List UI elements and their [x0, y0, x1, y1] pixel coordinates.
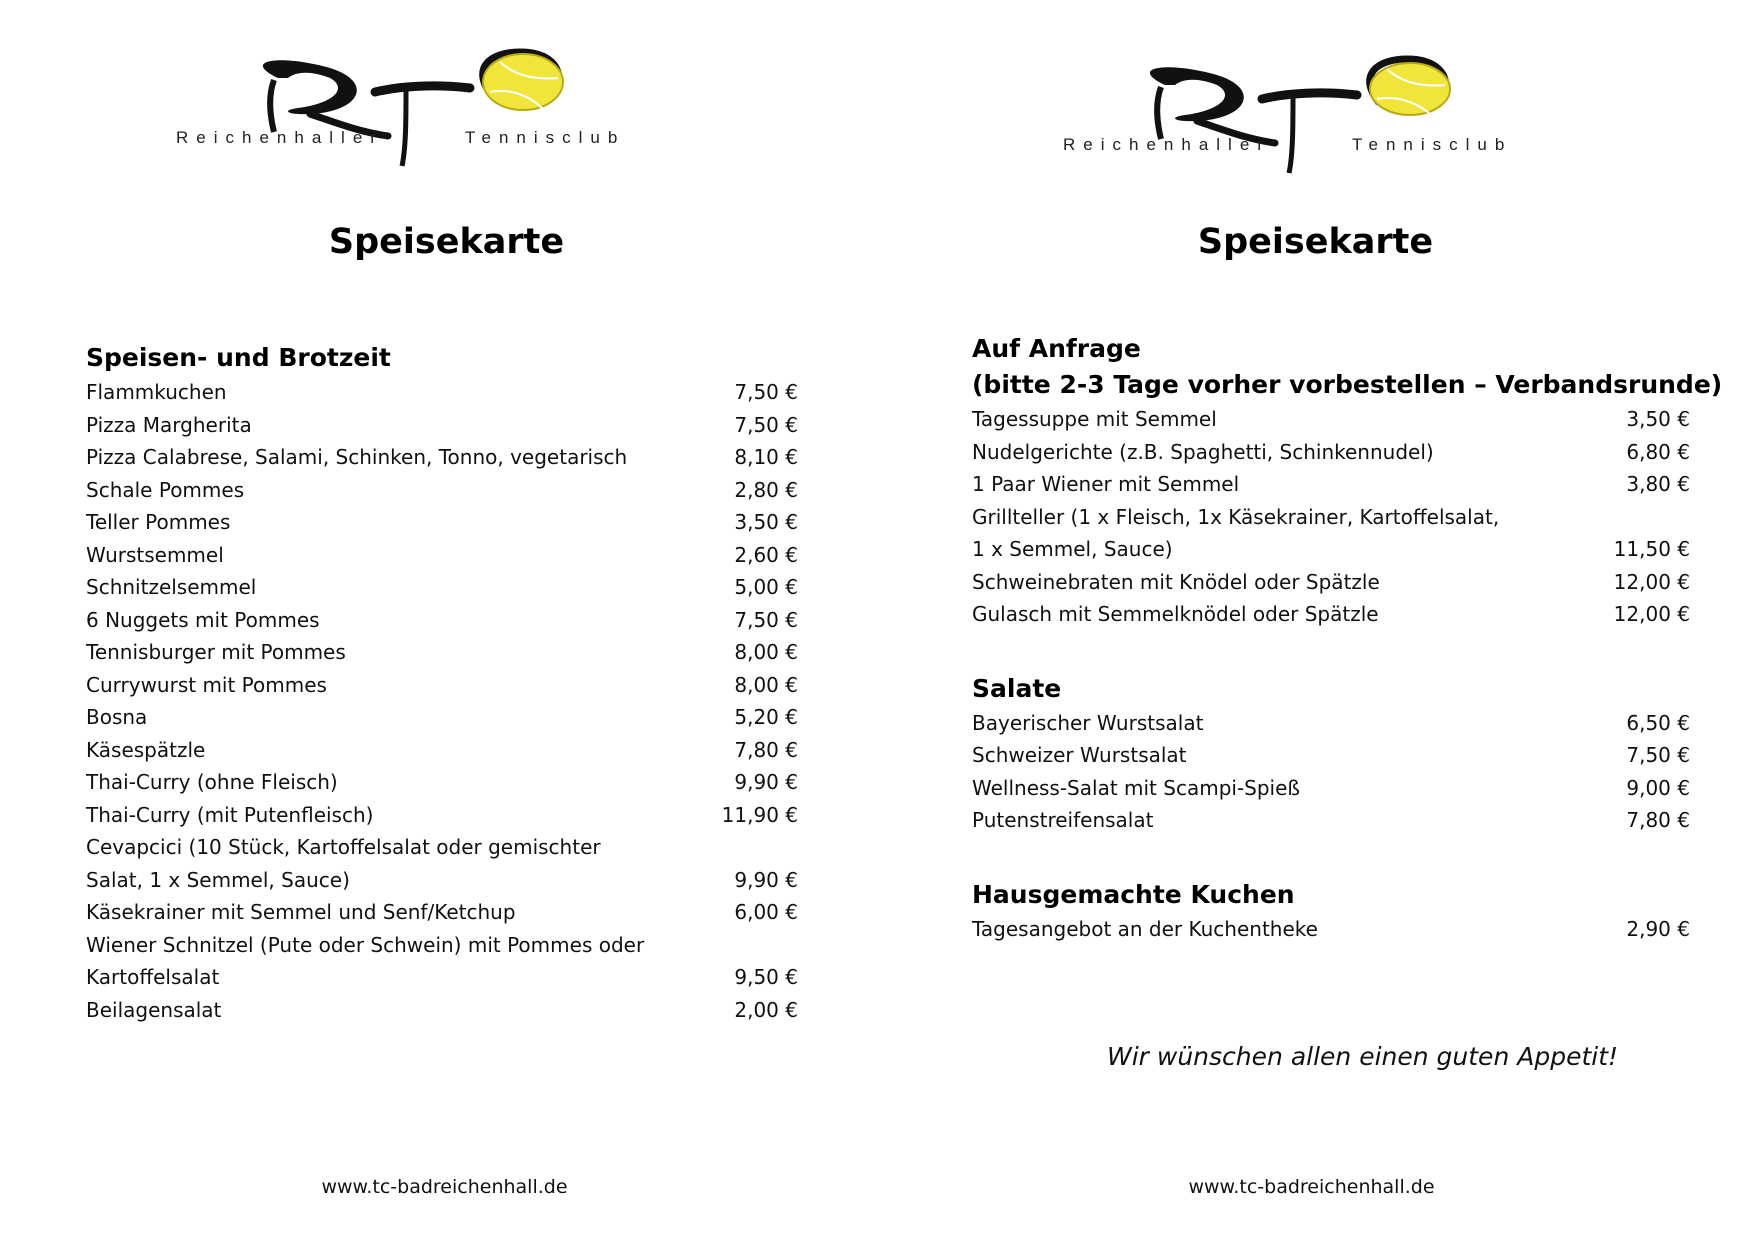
menu-item	[86, 571, 798, 604]
page-title: Speisekarte	[1197, 222, 1434, 262]
item-name: Salat, 1 x Semmel, Sauce)	[86, 867, 350, 892]
item-price: 8,00 €	[734, 672, 798, 697]
item-name: Bayerischer Wurstsalat	[972, 710, 1204, 735]
menu-item	[86, 961, 798, 994]
item-name: Tennisburger mit Pommes	[86, 640, 346, 664]
logo-word-tennisclub: Tennisclub	[465, 128, 626, 147]
item-price: 12,00 €	[1613, 602, 1690, 626]
item-price: 9,90 €	[734, 770, 798, 794]
menu-item	[972, 913, 1690, 946]
menu-item	[972, 533, 1690, 566]
menu-section-right	[972, 331, 1723, 945]
item-name: Schweinebraten mit Knödel oder Spätzle	[972, 569, 1380, 594]
menu-item	[86, 409, 798, 442]
menu-item	[972, 501, 1690, 534]
menu-item	[972, 772, 1690, 805]
item-name: Kartoffelsalat	[86, 965, 220, 989]
footer-url: www.tc-badreichenhall.de	[321, 1176, 568, 1198]
tennis-ball-icon	[483, 54, 563, 110]
item-name: Flammkuchen	[86, 380, 227, 404]
item-price: 3,80 €	[1626, 472, 1690, 496]
item-price: 6,50 €	[1626, 710, 1690, 735]
item-name: 1 x Semmel, Sauce)	[972, 537, 1173, 561]
item-name: Pizza Calabrese, Salami, Schinken, Tonno, vegetarisch	[86, 445, 628, 469]
item-name: 1 Paar Wiener mit Semmel	[972, 472, 1240, 496]
item-price: 7,80 €	[734, 737, 798, 762]
item-price: 7,50 €	[734, 380, 798, 404]
item-price: 9,00 €	[1626, 775, 1690, 800]
menu-item	[86, 831, 798, 864]
tennis-club-logo-icon	[1057, 55, 1557, 175]
logo-word-reichenhaller: Reichenhaller	[1063, 135, 1271, 154]
menu-item	[972, 739, 1690, 772]
item-price: 11,50 €	[1613, 537, 1690, 561]
menu-item	[86, 669, 798, 702]
item-price: 3,50 €	[734, 510, 798, 534]
item-price: 8,10 €	[734, 445, 798, 469]
item-name: 6 Nuggets mit Pommes	[86, 607, 320, 632]
menu-item	[86, 636, 798, 669]
menu-item	[86, 441, 798, 474]
closing-message: Wir wünschen allen einen guten Appetit!	[1107, 1042, 1619, 1071]
menu-item	[86, 929, 798, 962]
menu-list-salate	[972, 707, 1690, 837]
menu-item	[86, 376, 798, 409]
menu-item	[972, 598, 1690, 631]
item-name: Schweizer Wurstsalat	[972, 743, 1187, 767]
item-name: Wurstsemmel	[86, 542, 224, 567]
menu-item	[86, 799, 798, 832]
item-price: 3,50 €	[1626, 407, 1690, 431]
menu-item	[86, 539, 798, 572]
menu-item	[972, 403, 1690, 436]
menu-list-kuchen	[972, 913, 1690, 946]
menu-list	[86, 376, 798, 1026]
item-price: 6,00 €	[734, 900, 798, 924]
logo-word-tennisclub: Tennisclub	[1352, 135, 1513, 154]
item-name: Käsespätzle	[86, 737, 206, 762]
menu-section-speisen	[86, 340, 798, 1026]
item-name: Bosna	[86, 705, 148, 729]
item-price: 5,20 €	[734, 705, 798, 729]
club-logo	[170, 48, 670, 168]
item-price: 2,80 €	[734, 477, 798, 502]
item-name: Gulasch mit Semmelknödel oder Spätzle	[972, 602, 1379, 626]
item-price: 12,00 €	[1613, 569, 1690, 594]
menu-item	[86, 604, 798, 637]
section-title-salate: Salate	[972, 673, 1062, 703]
menu-list-anfrage	[972, 403, 1690, 631]
menu-item	[86, 734, 798, 767]
menu-item	[86, 864, 798, 897]
menu-item	[86, 994, 798, 1027]
item-name: Käsekrainer mit Semmel und Senf/Ketchup	[86, 900, 516, 924]
item-name: Grillteller (1 x Fleisch, 1x Käsekrainer, Kartoffelsalat,	[972, 504, 1500, 529]
menu-item	[972, 468, 1690, 501]
item-price: 5,00 €	[734, 575, 798, 599]
menu-item	[86, 474, 798, 507]
section-title-auf-anfrage: Auf Anfrage	[972, 334, 1141, 363]
section-title-kuchen: Hausgemachte Kuchen	[972, 879, 1295, 909]
menu-item	[86, 766, 798, 799]
item-name: Pizza Margherita	[86, 412, 252, 437]
item-name: Wiener Schnitzel (Pute oder Schwein) mit Pommes oder	[86, 932, 645, 957]
item-name: Schale Pommes	[86, 477, 245, 502]
menu-item	[972, 436, 1690, 469]
item-price: 2,00 €	[734, 997, 798, 1022]
menu-item	[86, 701, 798, 734]
item-name: Tagesangebot an der Kuchentheke	[972, 916, 1318, 941]
tennis-ball-icon	[1370, 63, 1450, 115]
item-price: 7,50 €	[1626, 743, 1690, 767]
item-name: Thai-Curry (ohne Fleisch)	[86, 770, 338, 794]
item-price: 7,50 €	[734, 412, 798, 437]
item-price: 7,50 €	[734, 607, 798, 632]
item-price: 7,80 €	[1626, 808, 1690, 832]
item-price: 2,90 €	[1626, 916, 1690, 941]
item-name: Thai-Curry (mit Putenfleisch)	[86, 802, 374, 827]
menu-page-right	[877, 0, 1754, 1240]
item-name: Currywurst mit Pommes	[86, 672, 327, 697]
menu-item	[972, 707, 1690, 740]
item-name: Wellness-Salat mit Scampi-Spieß	[972, 775, 1301, 800]
item-price: 2,60 €	[734, 542, 798, 567]
menu-item	[972, 804, 1690, 837]
item-name: Cevapcici (10 Stück, Kartoffelsalat oder gemischter	[86, 835, 601, 859]
logo-word-reichenhaller: Reichenhaller	[176, 128, 384, 147]
item-price: 9,90 €	[734, 867, 798, 892]
page-title: Speisekarte	[328, 222, 565, 262]
menu-item	[86, 896, 798, 929]
item-price: 6,80 €	[1626, 439, 1690, 464]
item-name: Teller Pommes	[86, 510, 231, 534]
item-name: Schnitzelsemmel	[86, 575, 257, 599]
item-name: Nudelgerichte (z.B. Spaghetti, Schinkennudel)	[972, 439, 1434, 464]
item-price: 8,00 €	[734, 640, 798, 664]
item-name: Putenstreifensalat	[972, 808, 1154, 832]
item-name: Beilagensalat	[86, 997, 222, 1022]
item-price: 9,50 €	[734, 965, 798, 989]
section-note: (bitte 2-3 Tage vorher vorbestellen – Verbandsrunde)	[972, 370, 1723, 399]
section-title: Speisen- und Brotzeit	[86, 343, 391, 372]
club-logo	[1057, 55, 1557, 175]
tennis-club-logo-icon	[170, 48, 670, 168]
item-price: 11,90 €	[721, 802, 798, 827]
footer-url: www.tc-badreichenhall.de	[1188, 1176, 1435, 1198]
menu-item	[972, 566, 1690, 599]
item-name: Tagessuppe mit Semmel	[972, 407, 1217, 431]
menu-item	[86, 506, 798, 539]
